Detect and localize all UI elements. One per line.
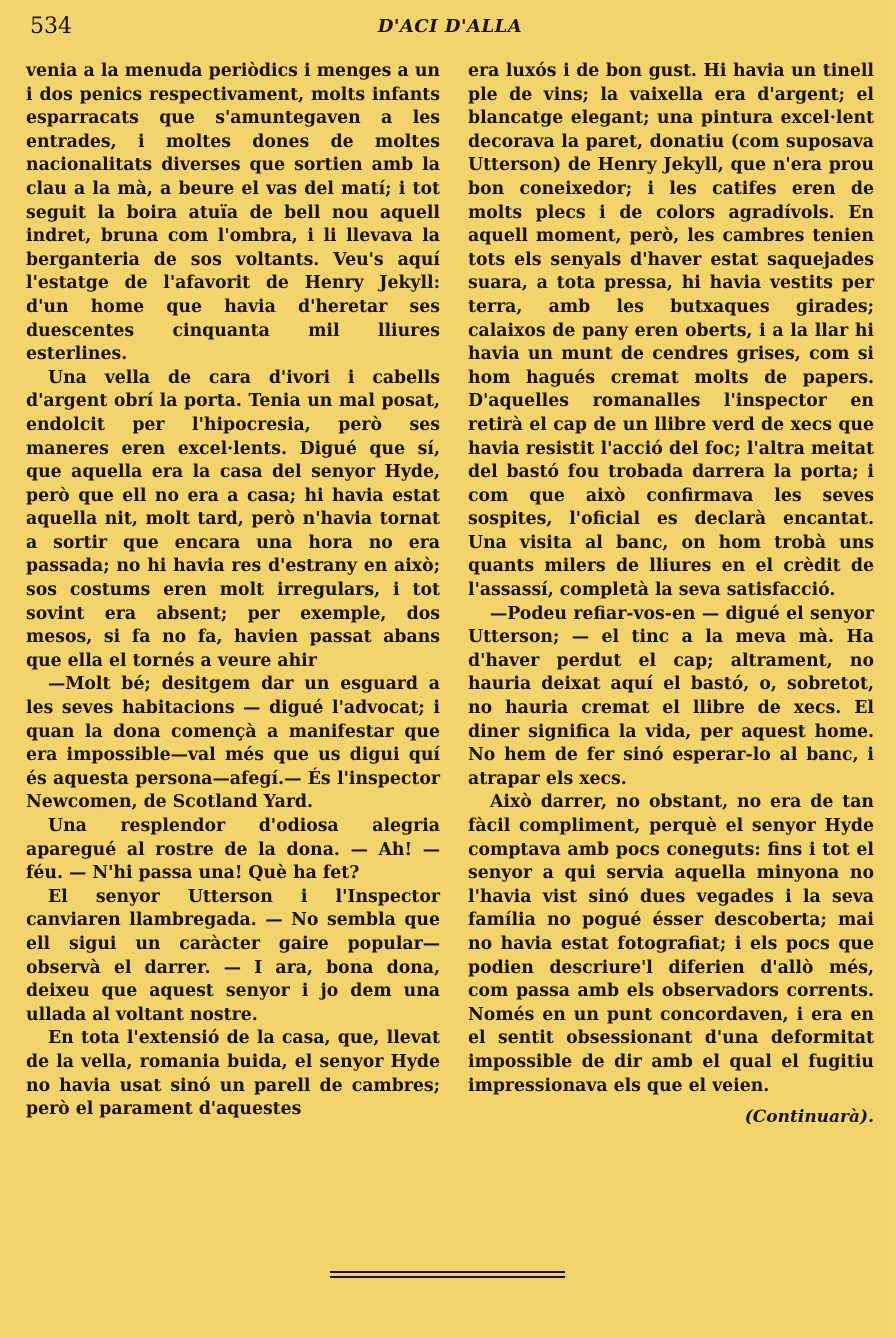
paragraph: Això darrer, no obstant, no era de tan fàcil compliment, perquè el senyor Hyde comptava amb pocs coneguts: fins i tot el senyor a qui servia aquella minyona no l'havia vist sinó dues vegades i la seva família no pogué ésser descoberta; mai no havia estat fotografiat; i els pocs que podien descriure'l diferien d'allò més, com passa amb els observadors corrents. Només en un punt concordaven, i era en el sentit obsessionant d'una deformitat impossible de dir amb el qual el fugitiu impressionava els que el veien. bbox=[468, 792, 874, 1096]
end-rule bbox=[330, 1276, 565, 1278]
left-column bbox=[26, 60, 440, 1122]
paragraph: El senyor Utterson i l'Inspector canviaren llambregada. — No sembla que ell sigui un caràcter gaire popular—observà el darrer. — I ara, bona dona, deixeu que aquest senyor i jo dem una ullada al voltant nostre. bbox=[26, 886, 440, 1025]
paragraph: —Podeu refiar-vos-en — digué el senyor Utterson; — el tinc a la meva mà. Ha d'haver perdut el cap; altrament, no hauria deixat aquí el bastó, o, sobretot, no hauria cremat el llibre de xecs. El diner significa la vida, per aquest home. No hem de fer sinó esperar-lo al banc, i atrapar els xecs. bbox=[468, 603, 874, 789]
continued-note: (Continuarà). bbox=[744, 1107, 874, 1128]
paragraph: era luxós i de bon gust. Hi havia un tinell ple de vins; la vaixella era d'argent; el blancatge elegant; una pintura excel·lent decorava la paret, donatiu (com suposava Utterson) de Henry Jekyll, que n'era prou bon coneixedor; i les catifes eren de molts plecs i de colors agradívols. En aquell moment, però, les cambres tenien tots els senyals d'haver estat saquejades suara, a tota pressa, hi havia vestits per terra, amb les butxaques girades; calaixos de pany eren oberts, i a la llar hi havia un munt de cendres grises, com si hom hagués cremat molts de papers. D'aquelles romanalles l'inspector en retirà el cap de un llibre verd de xecs que havia resistit l'acció del foc; l'altra meitat del bastó fou trobada darrera la porta; i com que això confirmava les seves sospites, l'oficial es declarà encantat. Una visita al banc, on hom trobà uns quants milers de lliures en el crèdit de l'assassí, completà la seva satisfacció. bbox=[468, 61, 874, 601]
paragraph: En tota l'extensió de la casa, que, llevat de la vella, romania buida, el senyor Hyde no havia usat sinó un parell de cambres; però el parament d'aquestes bbox=[26, 1028, 440, 1120]
running-title: D'ACI D'ALLA bbox=[377, 16, 523, 37]
paragraph: Una vella de cara d'ivori i cabells d'argent obrí la porta. Tenia un mal posat, endolcit per l'hipocresia, però ses maneres eren excel·lents. Digué que sí, que aquella era la casa del senyor Hyde, però que ell no era a casa; hi havia estat aquella nit, molt tard, però n'havia tornat a sortir que encara una hora no era passada; no hi havia res d'estrany en això; sos costums eren molt irregulars, i tot sovint era absent; per exemple, dos mesos, si fa no fa, havien passat abans que ella el tornés a veure ahir bbox=[26, 367, 440, 671]
right-column bbox=[468, 60, 874, 1130]
paragraph: —Molt bé; desitgem dar un esguard a les seves habitacions — digué l'advocat; i quan la dona començà a manifestar que era impossible—val més que us digui quí és aquesta persona—afegí.— És l'inspector Newcomen, de Scotland Yard. bbox=[26, 674, 440, 813]
end-rule bbox=[330, 1271, 565, 1273]
page-header bbox=[30, 14, 870, 40]
page-number: 534 bbox=[30, 14, 72, 39]
paragraph: venia a la menuda periòdics i menges a un i dos penics respectivament, molts infants esparracats que s'amuntegaven a les entrades, i moltes dones de moltes nacionalitats diverses que sortien amb la clau a la mà, a beure el vas del matí; i tot seguit la boira atuïa de bell nou aquell indret, bruna com l'ombra, i li llevava la berganteria de sos voltants. Veu's aquí l'estatge de l'afavorit de Henry Jekyll: d'un home que havia d'heretar ses duescentes cinquanta mil lliures esterlines. bbox=[26, 61, 440, 365]
paragraph: Una resplendor d'odiosa alegria aparegué al rostre de la dona. — Ah! — féu. — N'hi passa una! Què ha fet? bbox=[26, 816, 440, 884]
